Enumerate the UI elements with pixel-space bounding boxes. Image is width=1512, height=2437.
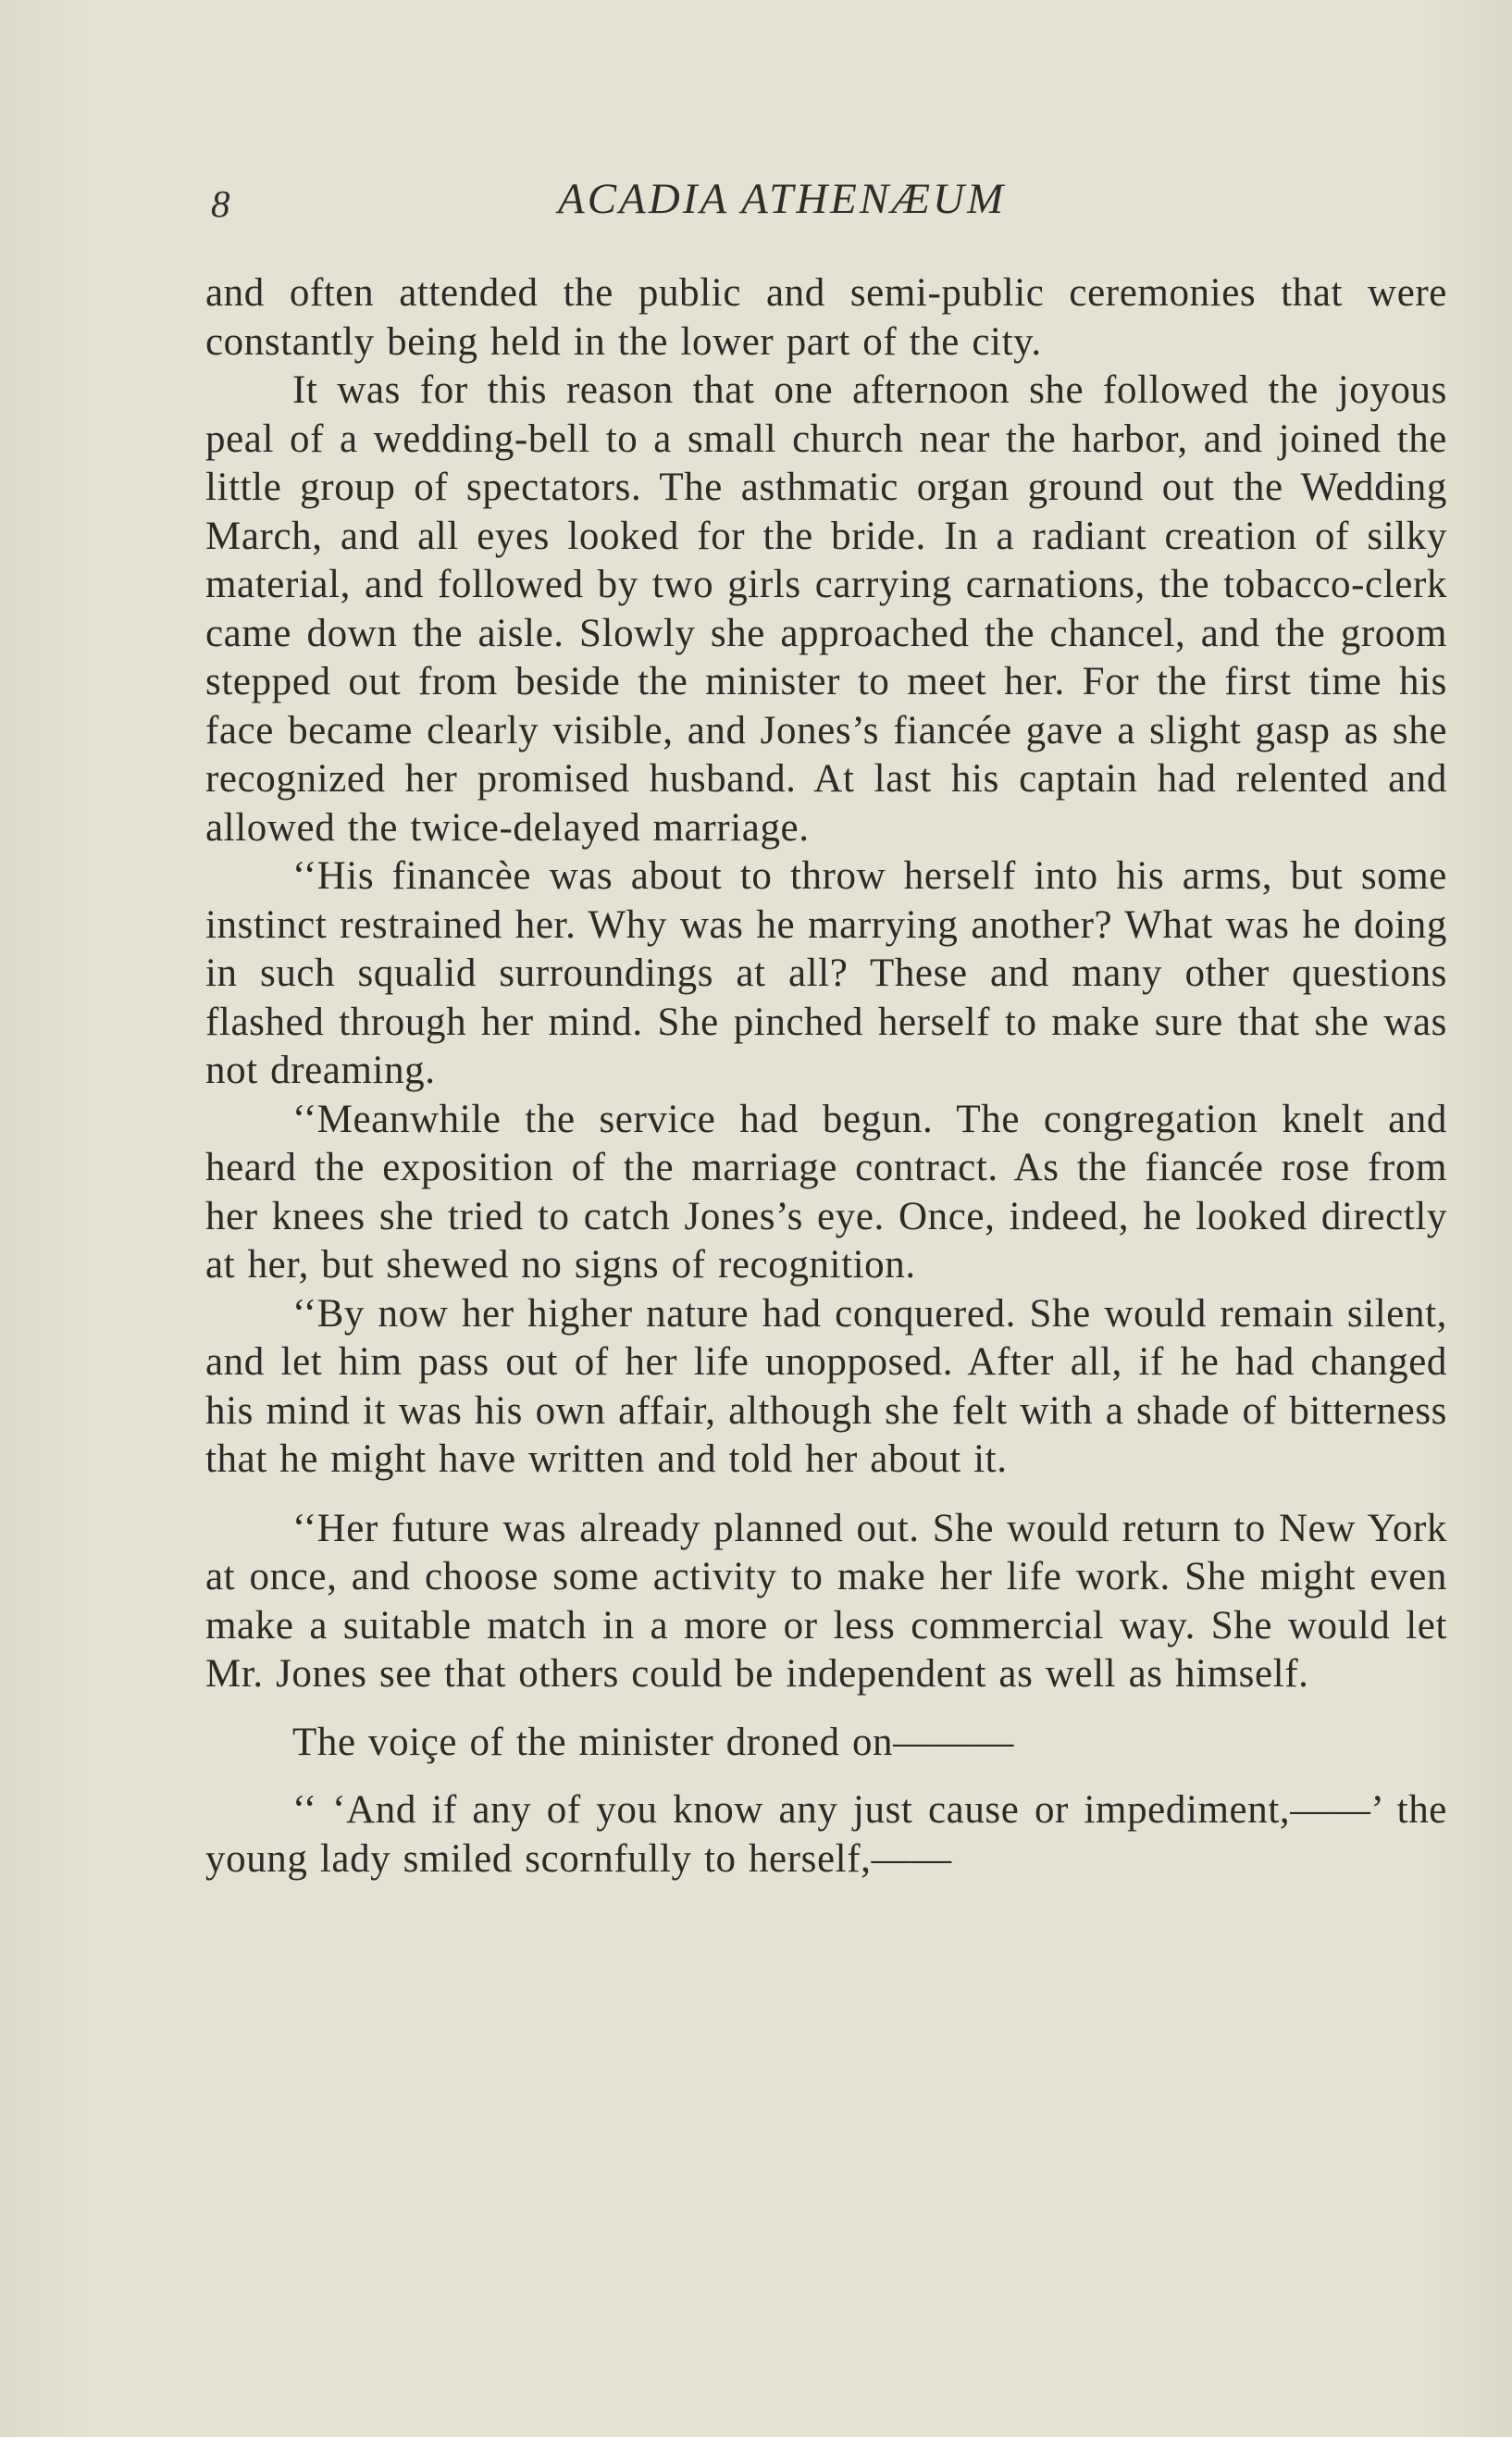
paragraph-impediment: ‘‘ ‘And if any of you know any just cause or impediment,——’ the young lady smiled scornfully to herself,—— [205,1788,1447,1881]
paragraph-meanwhile: ‘‘Meanwhile the service had begun. The congregation knelt and heard the exposition of the marriage contract. As the fiancée rose from her knees she tried to catch Jones’s eye. Once, indeed, he looked directly at her, but shewed no signs of recognition. [205,1097,1447,1287]
paragraph-future: ‘‘Her future was already planned out. She would return to New York at once, and choose some activity to make her life work. She might even make a suitable match in a more or less commercial way. She would let Mr. Jones see that others could be independent as well as himself. [205,1506,1447,1696]
page-header [211,174,1451,230]
body-text [205,269,1447,1884]
page-number: 8 [211,182,230,225]
paragraph-financee: ‘‘His financèe was about to throw herself into his arms, but some instinct restrained her. Why was he marrying another? What was he doing in such squalid surroundings at all? These and many other questions flashed through her mind. She pinched herself to make sure that she was not dreaming. [205,854,1447,1092]
paragraph-higher-nature: ‘‘By now her higher nature had conquered. She would remain silent, and let him pass out of her life unopposed. After all, if he had changed his mind it was his own affair, although she felt with a shade of bitterness that he might have written and told her about it. [205,1291,1447,1481]
paragraph-wedding-bell: It was for this reason that one afternoon she followed the joyous peal of a wedding-bell to a small church near the harbor, and joined the little group of spectators. The asthmatic organ ground out the Wedding March, and all eyes looked for the bride. In a radiant creation of silky material, and followed by two girls carrying carnations, the tobacco-clerk came down the aisle. Slowly she approached the chancel, and the groom stepped out from beside the minister to meet her. For the first time his face became clearly visible, and Jones’s fiancée gave a slight gasp as she recognized her promised husband. At last his captain had relented and allowed the twice-delayed marriage. [205,368,1447,850]
paragraph-continued: and often attended the public and semi-public ceremonies that were constantly being held in the lower part of the city. [205,271,1447,364]
paragraph-minister: The voiçe of the minister droned on——— [292,1720,1014,1764]
running-title: ACADIA ATHENÆUM [558,175,1007,223]
